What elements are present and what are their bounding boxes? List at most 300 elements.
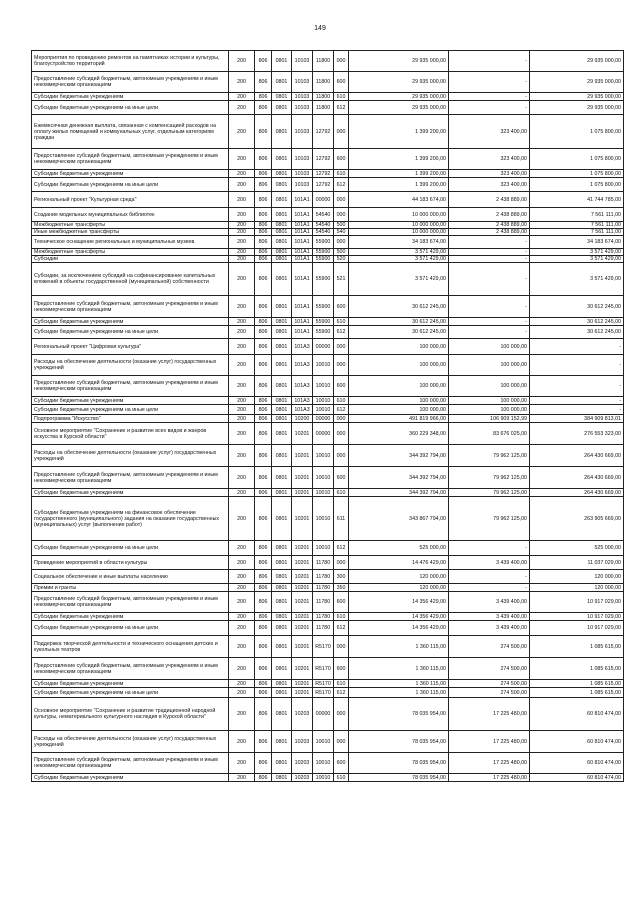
row-name: Премии и гранты [32, 584, 229, 592]
row-expense-type: 000 [334, 731, 349, 753]
row-name: Предоставление субсидий бюджетным, автономным учреждениям и иным некоммерческим организациям [32, 467, 229, 489]
row-admin-code: 200 [229, 698, 255, 731]
row-admin-code: 200 [229, 115, 255, 149]
row-amount-result: 30 612 245,00 [530, 326, 624, 339]
row-name: Субсидии бюджетным учреждениям [32, 489, 229, 497]
row-target-article: 101А3 [292, 355, 313, 376]
row-subsection-code: 0801 [272, 101, 292, 115]
table-row [32, 149, 624, 170]
row-subsection-code: 0801 [272, 192, 292, 208]
table-row [32, 249, 624, 256]
row-amount-total: 14 356 429,00 [349, 592, 449, 613]
row-target-direction: 10010 [313, 541, 334, 556]
row-target-direction: 55900 [313, 326, 334, 339]
row-amount-total: 120 000,00 [349, 570, 449, 584]
row-target-article: 101А1 [292, 208, 313, 222]
row-amount-total: 78 035 954,00 [349, 731, 449, 753]
row-admin-code: 200 [229, 208, 255, 222]
table-row [32, 584, 624, 592]
row-amount-total: 491 819 966,00 [349, 415, 449, 423]
row-admin-code: 200 [229, 326, 255, 339]
row-name: Предоставление субсидий бюджетным, автономным учреждениям и иным некоммерческим организациям [32, 149, 229, 170]
row-subsection-code: 0801 [272, 774, 292, 782]
table-row [32, 592, 624, 613]
row-expense-type: 610 [334, 489, 349, 497]
row-amount-change: 17 225 480,00 [449, 698, 530, 731]
row-amount-result: 1 085 615,00 [530, 688, 624, 698]
row-section-code: 806 [255, 688, 272, 698]
row-amount-change: - [449, 263, 530, 296]
table-row [32, 698, 624, 731]
row-expense-type: 612 [334, 541, 349, 556]
row-target-article: 10203 [292, 698, 313, 731]
row-subsection-code: 0801 [272, 178, 292, 192]
row-section-code: 806 [255, 51, 272, 72]
row-amount-total: 30 612 245,00 [349, 326, 449, 339]
table-row [32, 170, 624, 178]
row-target-direction: 12792 [313, 170, 334, 178]
row-target-article: 10103 [292, 115, 313, 149]
row-name: Субсидии бюджетным учреждениям на иные цели [32, 178, 229, 192]
row-target-article: 10203 [292, 731, 313, 753]
row-section-code: 806 [255, 376, 272, 397]
row-amount-total: 100 000,00 [349, 397, 449, 405]
row-section-code: 806 [255, 192, 272, 208]
row-subsection-code: 0801 [272, 236, 292, 249]
row-admin-code: 200 [229, 192, 255, 208]
table-row [32, 541, 624, 556]
table-row [32, 680, 624, 688]
row-amount-total: 1 360 115,00 [349, 688, 449, 698]
row-expense-type: 300 [334, 570, 349, 584]
row-amount-change: - [449, 570, 530, 584]
row-target-direction: 55900 [313, 256, 334, 263]
row-name: Расходы на обеспечение деятельности (оказание услуг) государственных учреждений [32, 731, 229, 753]
row-amount-total: 34 183 674,00 [349, 236, 449, 249]
row-amount-result: 41 744 785,00 [530, 192, 624, 208]
row-target-direction: 10010 [313, 445, 334, 467]
row-subsection-code: 0801 [272, 753, 292, 774]
row-admin-code: 200 [229, 405, 255, 415]
table-row [32, 318, 624, 326]
row-amount-change: 274 500,00 [449, 688, 530, 698]
row-target-direction: 00000 [313, 192, 334, 208]
row-expense-type: 000 [334, 339, 349, 355]
row-amount-total: 100 000,00 [349, 405, 449, 415]
row-amount-result: 29 935 000,00 [530, 101, 624, 115]
row-amount-result: 1 075 800,00 [530, 115, 624, 149]
row-target-direction: 10010 [313, 774, 334, 782]
row-amount-total: 1 360 115,00 [349, 658, 449, 680]
row-amount-change: - [449, 256, 530, 263]
row-amount-result: 1 085 615,00 [530, 636, 624, 658]
row-target-article: 10103 [292, 101, 313, 115]
row-section-code: 806 [255, 249, 272, 256]
row-amount-change: 3 439 400,00 [449, 621, 530, 636]
row-amount-total: 1 360 115,00 [349, 680, 449, 688]
row-admin-code: 200 [229, 497, 255, 541]
row-admin-code: 200 [229, 339, 255, 355]
table-row [32, 415, 624, 423]
row-admin-code: 200 [229, 570, 255, 584]
row-admin-code: 200 [229, 236, 255, 249]
row-amount-change: 17 225 480,00 [449, 753, 530, 774]
row-target-direction: 10010 [313, 753, 334, 774]
row-target-article: 10201 [292, 688, 313, 698]
row-expense-type: 612 [334, 101, 349, 115]
row-target-direction: 10010 [313, 489, 334, 497]
table-row [32, 688, 624, 698]
row-expense-type: 000 [334, 51, 349, 72]
row-expense-type: 600 [334, 376, 349, 397]
row-section-code: 806 [255, 170, 272, 178]
row-target-article: 10201 [292, 584, 313, 592]
row-section-code: 806 [255, 405, 272, 415]
row-subsection-code: 0801 [272, 93, 292, 101]
row-name: Проведение мероприятий в области культуры [32, 556, 229, 570]
table-row [32, 192, 624, 208]
row-name: Межбюджетные трансферты [32, 222, 229, 229]
row-target-article: 10103 [292, 51, 313, 72]
row-subsection-code: 0801 [272, 296, 292, 318]
row-name: Субсидии бюджетным учреждениям на иные цели [32, 621, 229, 636]
row-target-direction: 55900 [313, 236, 334, 249]
row-target-article: 10201 [292, 680, 313, 688]
row-section-code: 806 [255, 415, 272, 423]
row-amount-change: 2 438 889,00 [449, 222, 530, 229]
table-row [32, 497, 624, 541]
row-amount-total: 44 183 674,00 [349, 192, 449, 208]
row-subsection-code: 0801 [272, 489, 292, 497]
row-admin-code: 200 [229, 680, 255, 688]
row-target-article: 10201 [292, 621, 313, 636]
row-subsection-code: 0801 [272, 497, 292, 541]
row-admin-code: 200 [229, 51, 255, 72]
row-admin-code: 200 [229, 397, 255, 405]
row-amount-result: - [530, 405, 624, 415]
row-target-direction: 54540 [313, 229, 334, 236]
row-amount-change: 106 909 152,99 [449, 415, 530, 423]
row-admin-code: 200 [229, 376, 255, 397]
row-name: Субсидии бюджетным учреждениям [32, 397, 229, 405]
table-row [32, 556, 624, 570]
row-name: Предоставление субсидий бюджетным, автономным учреждениям и иным некоммерческим организациям [32, 658, 229, 680]
budget-table-body [32, 51, 624, 782]
row-name: Субсидии бюджетным учреждениям [32, 93, 229, 101]
row-amount-change: 2 438 889,00 [449, 208, 530, 222]
row-admin-code: 200 [229, 170, 255, 178]
table-row [32, 263, 624, 296]
row-amount-change: 3 439 400,00 [449, 556, 530, 570]
row-subsection-code: 0801 [272, 658, 292, 680]
row-expense-type: 000 [334, 423, 349, 445]
row-target-direction: 10010 [313, 405, 334, 415]
row-target-article: 101А3 [292, 376, 313, 397]
row-target-direction: 11780 [313, 613, 334, 621]
row-section-code: 806 [255, 556, 272, 570]
row-name: Предоставление субсидий бюджетным, автономным учреждениям и иным некоммерческим организациям [32, 376, 229, 397]
budget-table [31, 50, 624, 782]
row-amount-result: 3 571 429,00 [530, 256, 624, 263]
row-target-article: 101А1 [292, 326, 313, 339]
table-row [32, 256, 624, 263]
row-admin-code: 200 [229, 149, 255, 170]
row-amount-total: 78 035 954,00 [349, 774, 449, 782]
row-target-direction: 10010 [313, 497, 334, 541]
row-subsection-code: 0801 [272, 584, 292, 592]
row-amount-result: 30 612 245,00 [530, 318, 624, 326]
table-row [32, 621, 624, 636]
row-expense-type: 000 [334, 236, 349, 249]
row-amount-result: 60 810 474,00 [530, 731, 624, 753]
row-amount-change: - [449, 541, 530, 556]
row-amount-change: 3 439 400,00 [449, 613, 530, 621]
table-row [32, 51, 624, 72]
row-subsection-code: 0801 [272, 621, 292, 636]
row-section-code: 806 [255, 256, 272, 263]
row-section-code: 806 [255, 222, 272, 229]
row-amount-change: 100 000,00 [449, 339, 530, 355]
row-target-direction: 11780 [313, 584, 334, 592]
row-amount-result: 60 810 474,00 [530, 774, 624, 782]
row-subsection-code: 0801 [272, 613, 292, 621]
table-row [32, 489, 624, 497]
row-target-direction: R5170 [313, 680, 334, 688]
row-name: Ежемесячная денежная выплата, связанная с компенсацией расходов на оплату жилых помещений и коммунальных услуг, отдельным категориям граждан [32, 115, 229, 149]
row-admin-code: 200 [229, 584, 255, 592]
row-target-direction: 00000 [313, 423, 334, 445]
row-target-direction: 12792 [313, 115, 334, 149]
table-row [32, 93, 624, 101]
row-target-direction: 55900 [313, 249, 334, 256]
row-target-article: 10103 [292, 149, 313, 170]
row-target-article: 10203 [292, 774, 313, 782]
row-admin-code: 200 [229, 296, 255, 318]
row-amount-result: 525 000,00 [530, 541, 624, 556]
row-expense-type: 600 [334, 753, 349, 774]
row-amount-result: - [530, 355, 624, 376]
row-amount-change: 79 962 125,00 [449, 489, 530, 497]
row-section-code: 806 [255, 178, 272, 192]
row-expense-type: 612 [334, 621, 349, 636]
row-admin-code: 200 [229, 263, 255, 296]
table-row [32, 405, 624, 415]
row-name: Субсидии бюджетным учреждениям на иные цели [32, 688, 229, 698]
row-amount-result: 264 430 669,00 [530, 467, 624, 489]
table-row [32, 355, 624, 376]
row-amount-result: 34 183 674,00 [530, 236, 624, 249]
row-amount-change: - [449, 72, 530, 93]
row-expense-type: 000 [334, 445, 349, 467]
row-amount-total: 1 399 200,00 [349, 178, 449, 192]
row-section-code: 806 [255, 731, 272, 753]
row-name: Подпрограмма "Искусство" [32, 415, 229, 423]
row-expense-type: 000 [334, 698, 349, 731]
row-name: Мероприятия по проведению ремонтов на памятниках истории и культуры, благоустройство территорий [32, 51, 229, 72]
table-row [32, 658, 624, 680]
row-subsection-code: 0801 [272, 249, 292, 256]
table-row [32, 376, 624, 397]
row-amount-result: 1 075 800,00 [530, 178, 624, 192]
row-subsection-code: 0801 [272, 541, 292, 556]
row-section-code: 806 [255, 229, 272, 236]
row-name: Расходы на обеспечение деятельности (оказание услуг) государственных учреждений [32, 355, 229, 376]
row-amount-result: 10 917 029,00 [530, 621, 624, 636]
row-target-direction: 11800 [313, 93, 334, 101]
row-expense-type: 611 [334, 497, 349, 541]
row-subsection-code: 0801 [272, 72, 292, 93]
row-amount-total: 344 392 794,00 [349, 467, 449, 489]
row-amount-total: 1 399 200,00 [349, 149, 449, 170]
row-amount-change: 83 676 025,00 [449, 423, 530, 445]
row-amount-result: 10 917 029,00 [530, 592, 624, 613]
row-admin-code: 200 [229, 72, 255, 93]
row-expense-type: 600 [334, 72, 349, 93]
row-admin-code: 200 [229, 229, 255, 236]
row-expense-type: 540 [334, 229, 349, 236]
row-target-article: 10203 [292, 753, 313, 774]
row-section-code: 806 [255, 445, 272, 467]
row-amount-result: 263 905 669,00 [530, 497, 624, 541]
row-target-direction: 10010 [313, 355, 334, 376]
table-row [32, 570, 624, 584]
row-section-code: 806 [255, 93, 272, 101]
row-target-article: 10200 [292, 415, 313, 423]
row-target-direction: 10010 [313, 731, 334, 753]
row-subsection-code: 0801 [272, 731, 292, 753]
row-subsection-code: 0801 [272, 222, 292, 229]
row-subsection-code: 0801 [272, 339, 292, 355]
row-section-code: 806 [255, 621, 272, 636]
table-row [32, 229, 624, 236]
row-expense-type: 600 [334, 149, 349, 170]
row-name: Субсидии бюджетным учреждениям на иные цели [32, 326, 229, 339]
row-subsection-code: 0801 [272, 445, 292, 467]
row-amount-result: 264 430 669,00 [530, 489, 624, 497]
row-amount-total: 3 571 429,00 [349, 256, 449, 263]
row-expense-type: 350 [334, 584, 349, 592]
row-target-direction: 10010 [313, 467, 334, 489]
row-target-direction: 11780 [313, 556, 334, 570]
row-amount-result: 7 561 111,00 [530, 222, 624, 229]
row-amount-change: 274 500,00 [449, 636, 530, 658]
row-expense-type: 520 [334, 256, 349, 263]
row-amount-change: - [449, 236, 530, 249]
row-target-direction: 11800 [313, 51, 334, 72]
row-section-code: 806 [255, 423, 272, 445]
row-expense-type: 600 [334, 592, 349, 613]
row-section-code: 806 [255, 318, 272, 326]
row-target-article: 10201 [292, 592, 313, 613]
row-expense-type: 600 [334, 658, 349, 680]
row-expense-type: 500 [334, 249, 349, 256]
row-target-article: 101А1 [292, 296, 313, 318]
row-amount-total: 343 867 794,00 [349, 497, 449, 541]
table-row [32, 613, 624, 621]
row-amount-result: 30 612 245,00 [530, 296, 624, 318]
row-admin-code: 200 [229, 355, 255, 376]
row-amount-change: - [449, 93, 530, 101]
row-amount-change: 2 438 889,00 [449, 229, 530, 236]
row-subsection-code: 0801 [272, 229, 292, 236]
row-name: Предоставление субсидий бюджетным, автономным учреждениям и иным некоммерческим организациям [32, 592, 229, 613]
row-admin-code: 200 [229, 445, 255, 467]
row-amount-result: 3 571 429,00 [530, 263, 624, 296]
row-target-article: 10103 [292, 178, 313, 192]
row-amount-change: - [449, 101, 530, 115]
row-amount-change: 79 962 125,00 [449, 467, 530, 489]
row-subsection-code: 0801 [272, 415, 292, 423]
table-row [32, 423, 624, 445]
row-amount-change: 17 225 480,00 [449, 731, 530, 753]
row-target-article: 101А1 [292, 192, 313, 208]
row-expense-type: 610 [334, 774, 349, 782]
row-amount-result: 60 810 474,00 [530, 698, 624, 731]
row-subsection-code: 0801 [272, 149, 292, 170]
row-section-code: 806 [255, 753, 272, 774]
row-amount-change: 3 439 400,00 [449, 592, 530, 613]
row-expense-type: 000 [334, 115, 349, 149]
row-name: Создание модельных муниципальных библиотек [32, 208, 229, 222]
row-amount-change: 323 400,00 [449, 115, 530, 149]
row-amount-result: 120 000,00 [530, 584, 624, 592]
row-expense-type: 610 [334, 613, 349, 621]
row-subsection-code: 0801 [272, 51, 292, 72]
row-amount-change: 100 000,00 [449, 397, 530, 405]
table-row [32, 326, 624, 339]
row-target-direction: 12792 [313, 178, 334, 192]
row-expense-type: 600 [334, 296, 349, 318]
row-name: Субсидии бюджетным учреждениям на иные цели [32, 101, 229, 115]
table-row [32, 445, 624, 467]
row-name: Субсидии бюджетным учреждениям на финансовое обеспечение государственного (муниципального) задания на оказание государственных (муниципальных) услуг (выполнение работ) [32, 497, 229, 541]
row-target-article: 10201 [292, 489, 313, 497]
row-section-code: 806 [255, 698, 272, 731]
row-admin-code: 200 [229, 467, 255, 489]
row-amount-total: 1 360 115,00 [349, 636, 449, 658]
row-section-code: 806 [255, 355, 272, 376]
row-admin-code: 200 [229, 318, 255, 326]
row-amount-total: 14 476 429,00 [349, 556, 449, 570]
row-amount-change: 100 000,00 [449, 405, 530, 415]
row-target-article: 101А3 [292, 397, 313, 405]
row-subsection-code: 0801 [272, 256, 292, 263]
row-amount-result: 7 561 111,00 [530, 208, 624, 222]
row-amount-total: 120 000,00 [349, 584, 449, 592]
row-admin-code: 200 [229, 658, 255, 680]
row-amount-result: - [530, 339, 624, 355]
row-target-direction: 55900 [313, 296, 334, 318]
row-amount-change: 323 400,00 [449, 178, 530, 192]
row-section-code: 806 [255, 636, 272, 658]
row-section-code: 806 [255, 541, 272, 556]
row-amount-result: - [530, 397, 624, 405]
row-subsection-code: 0801 [272, 326, 292, 339]
row-amount-change: 323 400,00 [449, 149, 530, 170]
row-name: Основное мероприятие "Сохранение и развитие традиционной народной культуры, нематериального культурного наследия в Курской области" [32, 698, 229, 731]
row-target-direction: 10010 [313, 397, 334, 405]
row-expense-type: 600 [334, 467, 349, 489]
row-section-code: 806 [255, 115, 272, 149]
row-subsection-code: 0801 [272, 208, 292, 222]
row-subsection-code: 0801 [272, 698, 292, 731]
row-expense-type: 521 [334, 263, 349, 296]
row-subsection-code: 0801 [272, 115, 292, 149]
row-section-code: 806 [255, 592, 272, 613]
table-row [32, 236, 624, 249]
row-target-article: 10103 [292, 170, 313, 178]
row-target-direction: 00000 [313, 415, 334, 423]
